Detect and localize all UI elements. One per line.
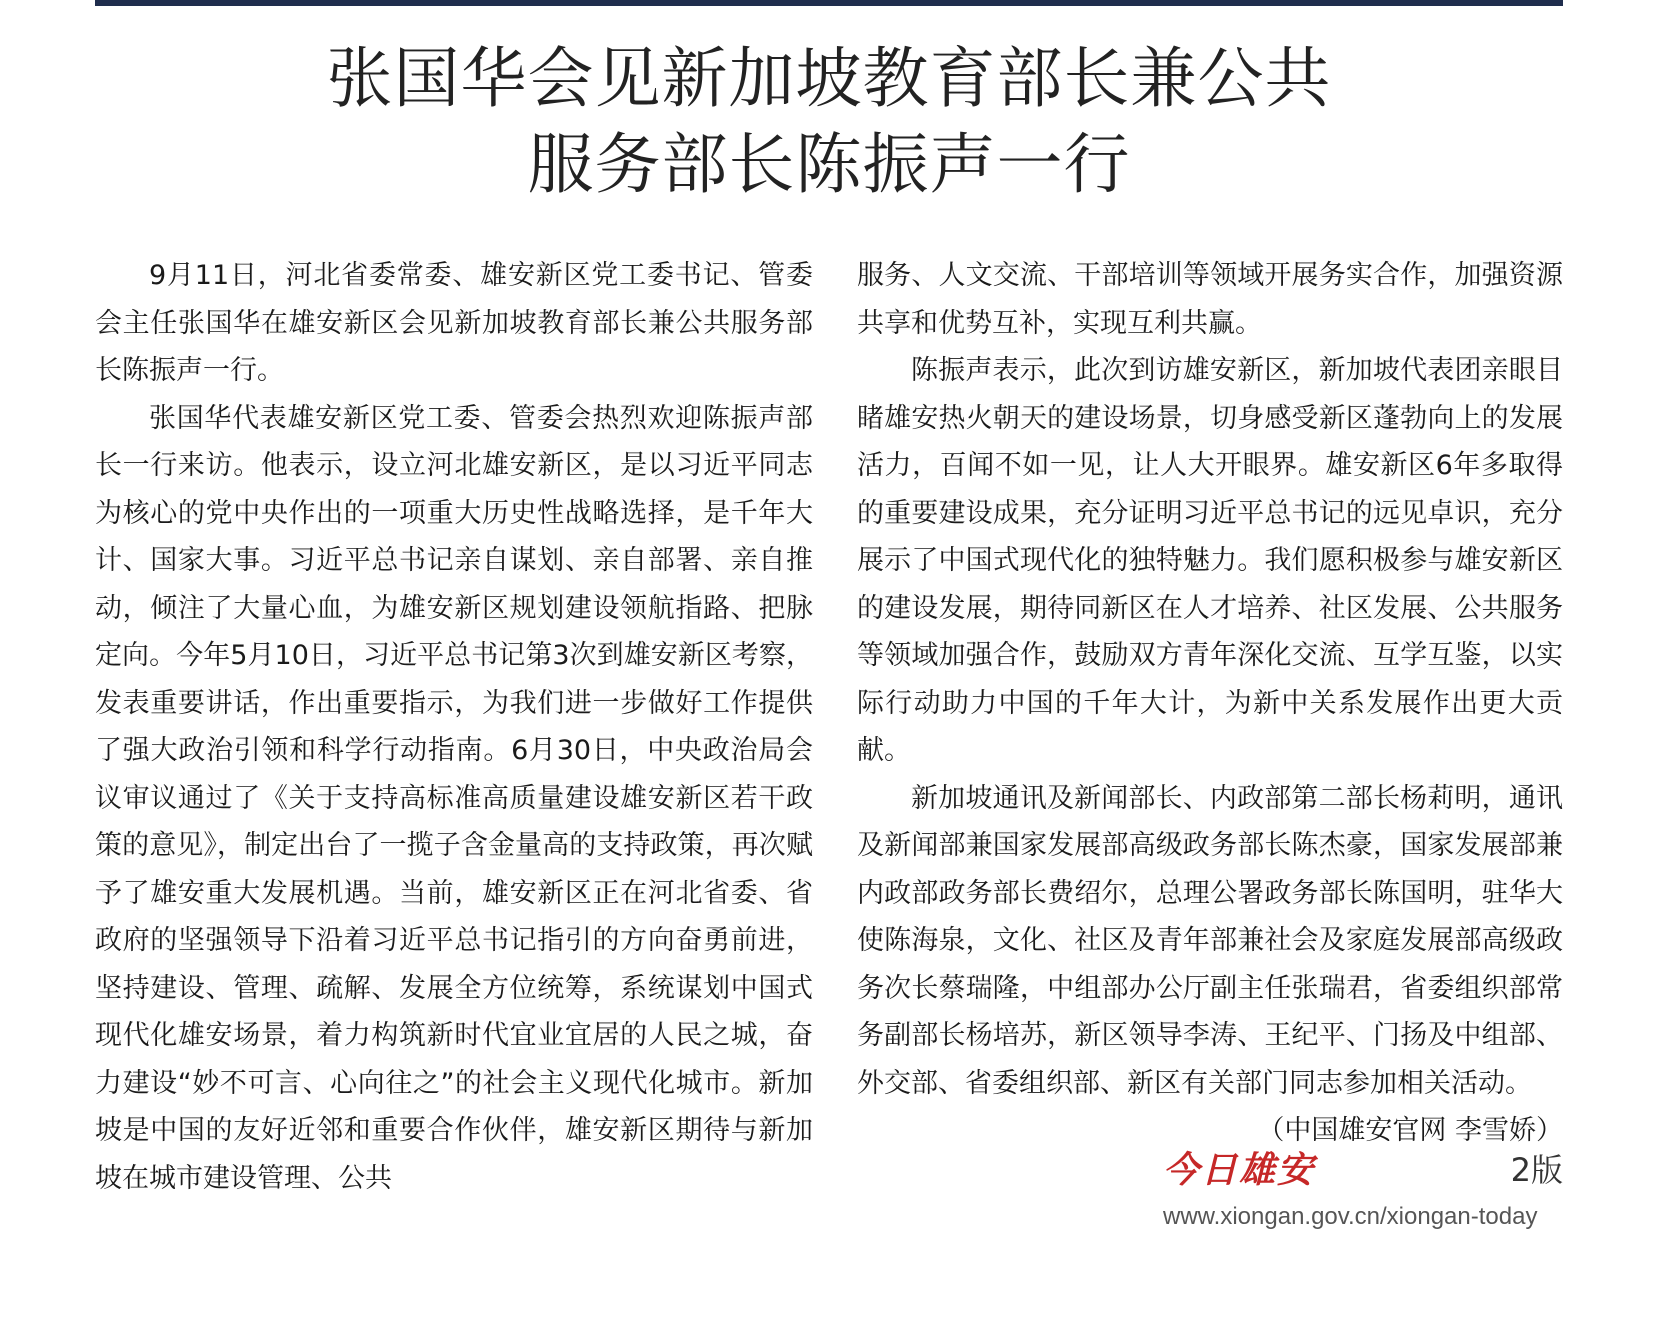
article-paragraph: 陈振声表示，此次到访雄安新区，新加坡代表团亲眼目睹雄安热火朝天的建设场景，切身感受新区蓬勃向上的发展活力，百闻不如一见，让人大开眼界。雄安新区6年多取得的重要建设成果，充分证明习近平总书记的远见卓识，充分展示了中国式现代化的独特魅力。我们愿积极参与雄安新区的建设发展，期待同新区在人才培养、社区发展、公共服务等领域加强合作，鼓励双方青年深化交流、互学互鉴，以实际行动助力中国的千年大计，为新中关系发展作出更大贡献。 [857,355,1563,766]
article-byline: （中国雄安官网 李雪娇） [1257,1115,1563,1146]
edition-number: 2版 [1510,1151,1563,1189]
headline-line-1: 张国华会见新加坡教育部长兼公共 [326,40,1332,117]
headline-line-2: 服务部长陈振声一行 [527,126,1131,203]
article-paragraph [857,775,1563,1146]
article-column-left [95,252,813,1202]
website-url[interactable]: www.xiongan.gov.cn/xiongan-today [1163,1203,1538,1230]
page-title [95,36,1563,208]
article-paragraph: 9月11日，河北省委常委、雄安新区党工委书记、管委会主任张国华在雄安新区会见新加坡教育部长兼公共服务部长陈振声一行。 [95,260,813,386]
article-paragraph: 张国华代表雄安新区党工委、管委会热烈欢迎陈振声部长一行来访。他表示，设立河北雄安新区，是以习近平同志为核心的党中央作出的一项重大历史性战略选择，是千年大计、国家大事。习近平总书记亲自谋划、亲自部署、亲自推动，倾注了大量心血，为雄安新区规划建设领航指路、把脉定向。今年5月10日，习近平总书记第3次到雄安新区考察，发表重要讲话，作出重要指示，为我们进一步做好工作提供了强大政治引领和科学行动指南。6月30日，中央政治局会议审议通过了《关于支持高标准高质量建设雄安新区若干政策的意见》，制定出台了一揽子含金量高的支持政策，再次赋予了雄安重大发展机遇。当前，雄安新区正在河北省委、省政府的坚强领导下沿着习近平总书记指引的方向奋勇前进，坚持建设、管理、疏解、发展全方位统筹，系统谋划中国式现代化雄安场景，着力构筑新时代宜业宜居的人民之城，奋力建设“妙不可言、心向往之”的社会主义现代化城市。新加坡是中国的友好近邻和重要合作伙伴，雄安新区期待与新加坡在城市建设管理、公共 [95,402,813,1194]
masthead [1163,1148,1563,1268]
article-column-right [857,252,1563,1155]
newspaper-logo: 今日雄安 [1163,1149,1316,1191]
article-paragraph-text: 新加坡通讯及新闻部长、内政部第二部长杨莉明，通讯及新闻部兼国家发展部高级政务部长陈杰豪，国家发展部兼内政部政务部长费绍尔，总理公署政务部长陈国明，驻华大使陈海泉，文化、社区及青年部兼社会及家庭发展部高级政务次长蔡瑞隆，中组部办公厅副主任张瑞君，省委组织部常务副部长杨培苏，新区领导李涛、王纪平、门扬及中组部、外交部、省委组织部、新区有关部门同志参加相关活动。 [857,782,1563,1099]
article-paragraph-continuation: 服务、人文交流、干部培训等领域开展务实合作，加强资源共享和优势互补，实现互利共赢。 [857,260,1563,339]
top-rule-bar [95,0,1563,6]
